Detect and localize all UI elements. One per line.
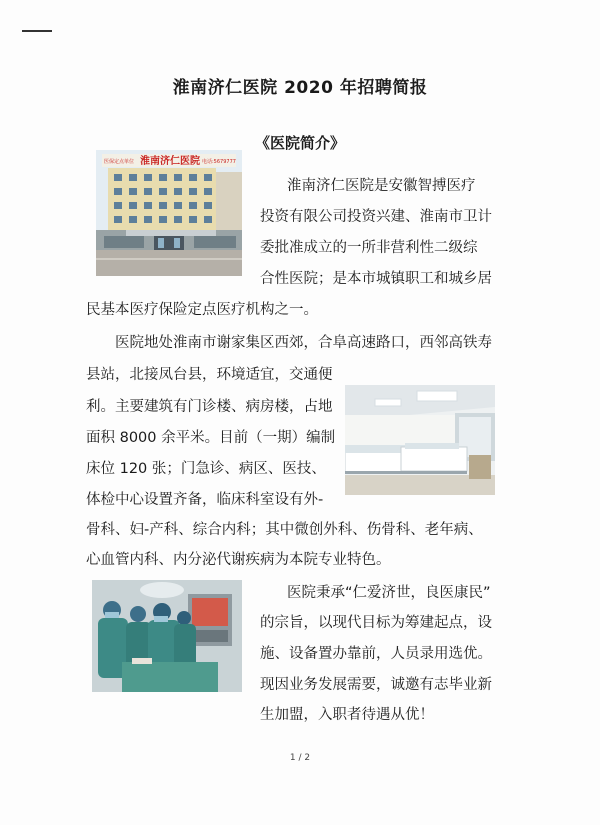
page-number: 1 / 2 bbox=[289, 753, 311, 763]
hospital-building-photo bbox=[96, 150, 242, 276]
para2-line: 面积 8000 余平米。目前（一期）编制 bbox=[86, 430, 336, 446]
para1-line: 合性医院；是本市城镇职工和城乡居 bbox=[260, 271, 492, 287]
para2-line: 县站，北接凤台县，环境适宜，交通便 bbox=[86, 367, 333, 383]
para1-line: 淮南济仁医院是安徽智搏医疗 bbox=[287, 178, 476, 194]
para2-line: 医院地处淮南市谢家集区西郊，合阜高速路口，西邻高铁寿 bbox=[115, 335, 492, 351]
para3-line: 医院秉承“仁爱济世，良医康民” bbox=[287, 585, 491, 601]
para2-line: 体检中心设置齐备，临床科室设有外- bbox=[86, 492, 324, 508]
para1-line: 民基本医疗保险定点医疗机构之一。 bbox=[86, 302, 318, 318]
building-sign-right-text: 电话:5679777 bbox=[202, 159, 236, 165]
surgery-team-photo bbox=[92, 580, 242, 692]
para2-line: 床位 120 张；门急诊、病区、医技、 bbox=[86, 461, 326, 477]
para1-line: 委批准成立的一所非营利性二级综 bbox=[260, 240, 478, 256]
para1-line: 投资有限公司投资兴建、淮南市卫计 bbox=[260, 209, 492, 225]
page-title: 淮南济仁医院 2020 年招聘简报 bbox=[172, 78, 428, 98]
para2-line: 骨科、妇-产科、综合内科；其中微创外科、伤骨科、老年病、 bbox=[86, 522, 483, 538]
para3-line: 的宗旨，以现代目标为筹建起点，设 bbox=[260, 615, 492, 631]
hospital-ward-photo bbox=[345, 385, 495, 495]
para2-line: 利。主要建筑有门诊楼、病房楼，占地 bbox=[86, 399, 333, 415]
para3-line: 生加盟，入职者待遇从优！ bbox=[260, 707, 434, 723]
para3-line: 现因业务发展需要，诚邀有志毕业新 bbox=[260, 677, 492, 693]
para2-line: 心血管内科、内分泌代谢疾病为本院专业特色。 bbox=[86, 552, 391, 568]
building-sign-text: 淮南济仁医院 bbox=[140, 156, 200, 167]
building-sign-left-text: 医保定点单位 bbox=[104, 159, 135, 165]
para3-line: 施、设备置办靠前，人员录用选优。 bbox=[260, 646, 492, 662]
scan-mark bbox=[22, 30, 52, 32]
section-title: 《医院简介》 bbox=[254, 134, 345, 152]
